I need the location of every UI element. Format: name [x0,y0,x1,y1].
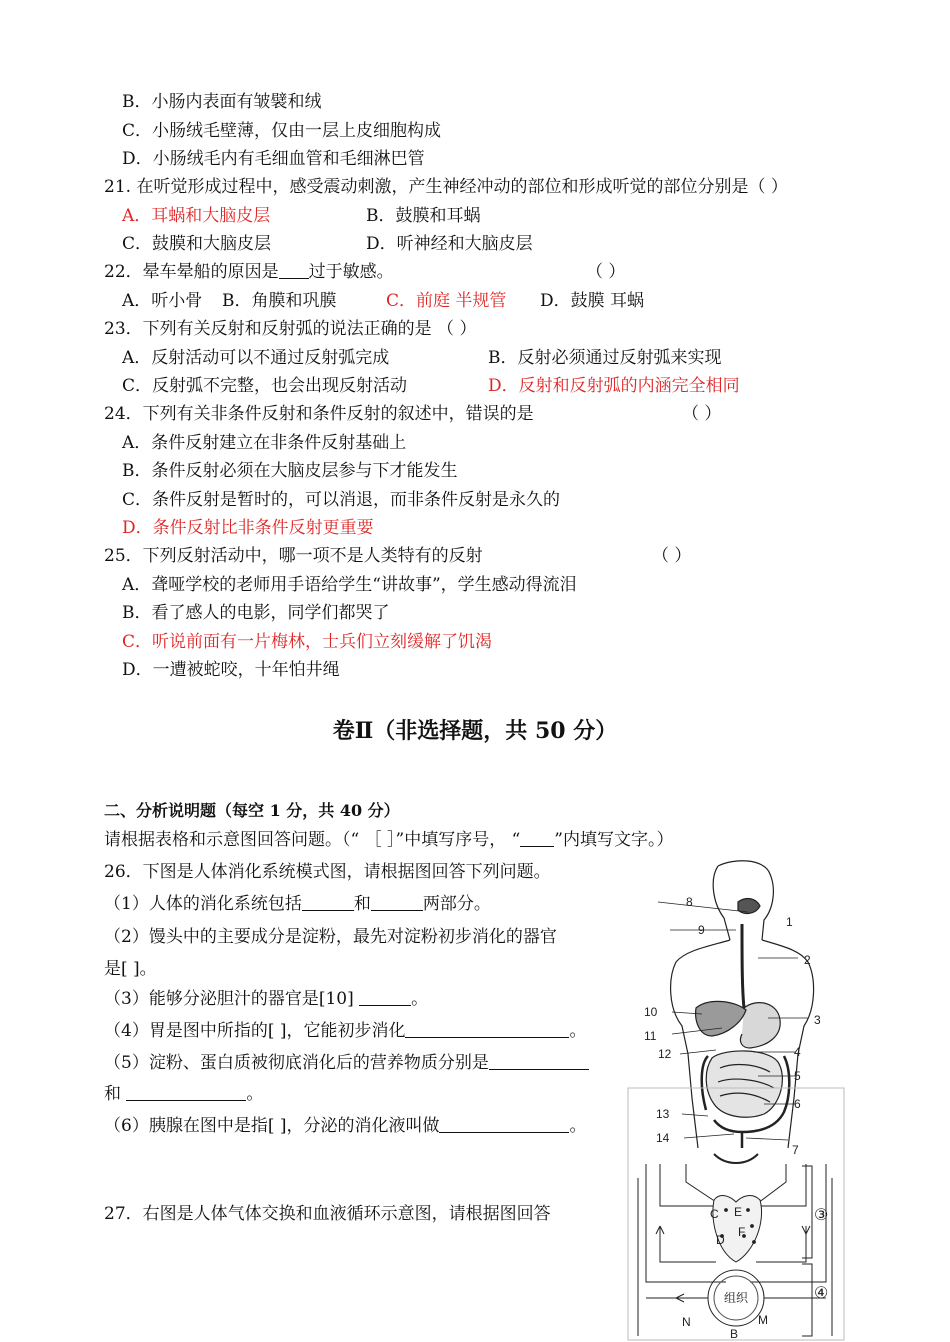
q21-option-c: C．鼓膜和大脑皮层 [122,234,272,254]
q21-option-d: D．听神经和大脑皮层 [366,234,533,254]
q25-option-b: B．看了感人的电影，同学们都哭了 [122,603,390,623]
q26-sub6-before: （6）胰腺在图中是指[ ]，分泌的消化液叫做 [104,1116,440,1136]
q25-option-d: D．一遭被蛇咬，十年怕井绳 [122,660,340,680]
bottom-label-m: M [758,1313,768,1327]
q26-stem: 26．下图是人体消化系统模式图，请根据图回答下列问题。 [104,862,551,882]
diagram-label-2: 2 [804,953,811,967]
diagram-label-8: 8 [686,895,693,909]
q23-option-d: D．反射和反射弧的内涵完全相同 [488,376,740,396]
bottom-label-n: N [682,1315,691,1329]
q26-sub5-blank1 [489,1053,589,1070]
stomach [740,1003,780,1048]
face-outline [713,866,730,940]
q27-stem: 27．右图是人体气体交换和血液循环示意图，请根据图回答 [104,1204,551,1224]
diagram-label-7: 7 [792,1143,799,1157]
diagram-label-14: 14 [656,1131,670,1145]
q26-sub6-after: 。 [569,1116,587,1136]
bottom-label-b: B [730,1327,739,1341]
q24-option-d: D．条件反射比非条件反射更重要 [122,518,374,538]
q22-option-d: D．鼓膜 耳蜗 [540,291,645,311]
heart-label-d: D [716,1233,725,1247]
diagram-label-3: 3 [814,1013,821,1027]
q26-sub5-line2 [104,1083,263,1105]
q22-paren: （ ） [586,262,626,282]
section-heading: 二、分析说明题（每空 1 分，共 40 分） [104,801,400,820]
q26-sub1-blank2 [371,894,423,911]
instr-blank [520,830,554,847]
q25-stem: 25．下列反射活动中，哪一项不是人类特有的反射 [104,546,483,566]
q26-sub3-after: 。 [411,989,429,1009]
q20-option-c: C．小肠绒毛壁薄，仅由一层上皮细胞构成 [122,121,442,141]
q22-option-b: B．角膜和巩膜 [222,291,337,311]
q26-sub5-line2-before: 和 [104,1084,127,1104]
diagram-label-9: 9 [698,923,705,937]
q23-stem: 23．下列有关反射和反射弧的说法正确的是 （ ） [104,319,477,339]
q26-sub3 [104,988,428,1010]
liver [696,1001,746,1036]
circle-label-4: ④ [814,1285,829,1302]
q24-option-b: B．条件反射必须在大脑皮层参与下才能发生 [122,461,458,481]
q24-option-c: C．条件反射是暂时的，可以消退，而非条件反射是永久的 [122,490,561,510]
q24-stem: 24．下列有关非条件反射和条件反射的叙述中，错误的是 [104,404,534,424]
q26-sub4-before: （4）胃是图中所指的[ ]，它能初步消化 [104,1021,406,1041]
diagram-label-11: 11 [644,1029,657,1043]
q26-sub5-line2-after: 。 [246,1084,264,1104]
q22-blank [279,262,309,279]
diagram-label-6: 6 [794,1097,801,1111]
diagram-label-10: 10 [644,1005,658,1019]
q20-option-d: D．小肠绒毛内有毛细血管和毛细淋巴管 [122,149,425,169]
q26-sub1-mid: 和 [353,894,371,914]
q26-sub2-line2: 是[ ]。 [104,959,157,979]
q22-option-c: C．前庭 半规管 [386,291,507,311]
q25-option-c: C．听说前面有一片梅林，士兵们立刻缓解了饥渴 [122,632,493,652]
q26-sub3-before: （3）能够分泌胆汁的器官是[10] [104,989,360,1009]
q26-sub1-before: （1）人体的消化系统包括 [104,894,302,914]
q22-stem-after: 过于敏感。 [308,262,394,282]
q26-sub4-after: 。 [569,1021,587,1041]
diagram-label-1: 1 [786,915,793,929]
q22-option-a: A．听小骨 [122,291,203,311]
diagram-label-4: 4 [794,1045,801,1059]
instr-after: ”内填写文字。） [554,830,674,850]
q20-option-b: B．小肠内表面有皱襞和绒 [122,92,322,112]
heart-label-f: F [738,1225,746,1239]
q26-sub3-blank [359,989,411,1006]
q26-sub1-blank1 [302,894,354,911]
q25-option-a: A．聋哑学校的老师用手语给学生“讲故事”，学生感动得流泪 [122,575,577,595]
q26-sub4 [104,1020,586,1042]
diagram-label-13: 13 [656,1107,670,1121]
q24-option-a: A．条件反射建立在非条件反射基础上 [122,433,407,453]
diagram-label-5: 5 [794,1069,801,1083]
circle-label-3: ③ [814,1207,829,1224]
heart-label-e: E [734,1205,743,1219]
q25-paren: （ ） [652,546,692,566]
lung-capillary-arc [714,1154,758,1163]
q26-sub6-blank [439,1116,569,1133]
section-instructions [104,829,674,851]
diagram-label-12: 12 [658,1047,672,1061]
q26-sub5-line1 [104,1052,589,1074]
q21-option-a: A．耳蜗和大脑皮层 [122,206,271,226]
tissue-label: 组织 [724,1291,749,1305]
q26-sub6 [104,1115,586,1137]
esophagus [742,924,744,1008]
q26-sub1 [104,893,491,915]
q21-option-b: B．鼓膜和耳蜗 [366,206,481,226]
part2-title: 卷Ⅱ（非选择题，共 50 分） [332,718,618,744]
q21-stem: 21. 在听觉形成过程中，感受震动刺激，产生神经冲动的部位和形成听觉的部位分别是（ ） [104,177,788,197]
q22-stem-before: 22．晕车晕船的原因是 [104,262,279,282]
circulation-diagram [626,1086,848,1342]
q22-stem [104,261,394,283]
q26-sub5-blank2 [126,1084,246,1101]
q26-sub4-blank [405,1021,569,1038]
heart-label-c: C [710,1207,719,1221]
q24-paren: （ ） [682,404,722,424]
q26-sub2-line1: （2）馒头中的主要成分是淀粉，最先对淀粉初步消化的器官 [104,927,557,947]
q26-sub5-before: （5）淀粉、蛋白质被彻底消化后的营养物质分别是 [104,1053,489,1073]
q23-option-c: C．反射弧不完整，也会出现反射活动 [122,376,408,396]
q23-option-b: B．反射必须通过反射弧来实现 [488,348,722,368]
instr-before: 请根据表格和示意图回答问题。（“ ［ ］”中填写序号， “ [104,830,521,850]
q23-option-a: A．反射活动可以不通过反射弧完成 [122,348,390,368]
q26-sub1-after: 两部分。 [422,894,491,914]
